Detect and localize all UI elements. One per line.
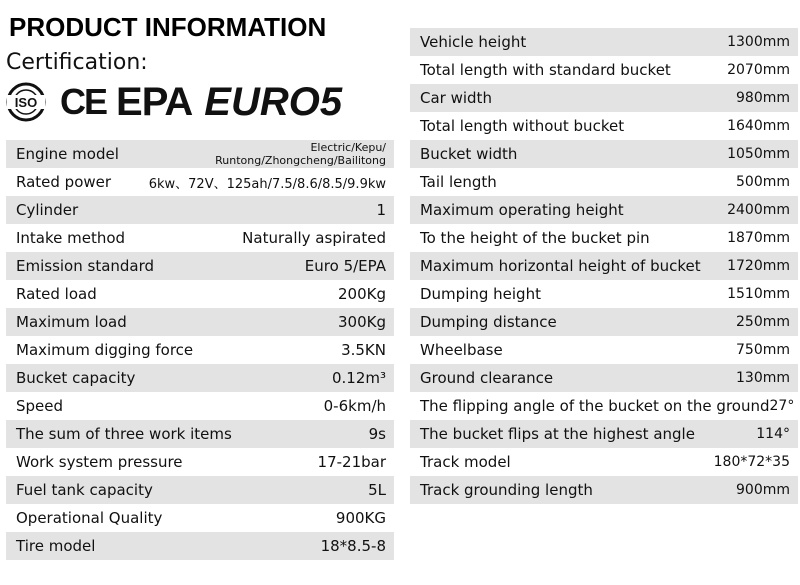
- spec-value: 17-21bar: [317, 453, 386, 471]
- spec-row: [6, 140, 394, 168]
- spec-label: Maximum load: [16, 313, 127, 331]
- spec-label: To the height of the bucket pin: [420, 229, 650, 247]
- spec-label: Fuel tank capacity: [16, 481, 153, 499]
- spec-value: 900mm: [736, 482, 790, 498]
- spec-label: Intake method: [16, 229, 126, 247]
- spec-row: [410, 420, 798, 448]
- spec-label: Maximum digging force: [16, 341, 194, 359]
- spec-row: [6, 336, 394, 364]
- spec-value: 1300mm: [727, 34, 790, 50]
- spec-value: 300Kg: [338, 313, 386, 331]
- spec-value: Naturally aspirated: [242, 229, 386, 247]
- spec-label: Bucket width: [420, 145, 518, 163]
- spec-row: [410, 280, 798, 308]
- spec-row: [6, 252, 394, 280]
- spec-row: [6, 504, 394, 532]
- spec-label: Maximum horizontal height of bucket: [420, 257, 701, 275]
- iso-logo-icon: [6, 82, 46, 122]
- spec-row: [6, 196, 394, 224]
- spec-row: [410, 84, 798, 112]
- spec-label: Work system pressure: [16, 453, 183, 471]
- spec-row: [6, 308, 394, 336]
- spec-value: 1510mm: [727, 286, 790, 302]
- spec-row: [6, 224, 394, 252]
- spec-label: Operational Quality: [16, 509, 163, 527]
- spec-label: Total length with standard bucket: [420, 61, 671, 79]
- spec-value: 5L: [368, 481, 386, 499]
- spec-row: [410, 252, 798, 280]
- spec-row: [6, 448, 394, 476]
- spec-value: Electric/Kepu/ Runtong/Zhongcheng/Bailitong: [215, 141, 386, 167]
- spec-label: Wheelbase: [420, 341, 503, 359]
- spec-row: [6, 280, 394, 308]
- spec-row: [410, 140, 798, 168]
- euro5-mark: EURO5: [204, 80, 343, 124]
- spec-value: 0.12m³: [331, 369, 386, 387]
- spec-value: 2070mm: [727, 62, 790, 78]
- spec-value: 500mm: [736, 174, 790, 190]
- spec-value: 6kw、72V、125ah/7.5/8.6/8.5/9.9kw: [148, 176, 386, 192]
- spec-row: [410, 196, 798, 224]
- spec-value: 2400mm: [727, 202, 790, 218]
- spec-row: [6, 420, 394, 448]
- spec-row: [6, 392, 394, 420]
- right-spec-table: [410, 28, 798, 504]
- spec-label: Tire model: [16, 537, 96, 555]
- spec-row: [6, 168, 394, 196]
- spec-row: [410, 168, 798, 196]
- spec-row: [410, 224, 798, 252]
- spec-value: 1640mm: [727, 118, 790, 134]
- spec-value: 114°: [756, 426, 790, 442]
- spec-row: [410, 392, 798, 420]
- spec-label: Ground clearance: [420, 369, 554, 387]
- spec-label: Engine model: [16, 145, 119, 163]
- spec-row: [410, 28, 798, 56]
- spec-row: [410, 56, 798, 84]
- spec-label: The bucket flips at the highest angle: [420, 425, 695, 443]
- spec-value: 9s: [368, 425, 386, 443]
- spec-value: 1870mm: [727, 230, 790, 246]
- spec-value: 750mm: [736, 342, 790, 358]
- spec-label: Speed: [16, 397, 64, 415]
- iso-text: ISO: [14, 95, 38, 110]
- spec-value: 1720mm: [727, 258, 790, 274]
- spec-label: Vehicle height: [420, 33, 527, 51]
- spec-value: 200Kg: [338, 285, 386, 303]
- spec-row: [6, 532, 394, 560]
- spec-value: 1: [376, 201, 386, 219]
- spec-label: Tail length: [420, 173, 497, 191]
- spec-label: Dumping height: [420, 285, 541, 303]
- certification-label: Certification:: [6, 50, 148, 75]
- spec-row: [6, 364, 394, 392]
- spec-row: [6, 476, 394, 504]
- spec-value: 250mm: [736, 314, 790, 330]
- spec-row: [410, 476, 798, 504]
- spec-value: 18*8.5-8: [320, 537, 386, 555]
- spec-label: Dumping distance: [420, 313, 557, 331]
- spec-value: 180*72*35: [713, 454, 790, 470]
- spec-value: 27°: [769, 398, 795, 414]
- ce-mark: CE: [60, 81, 107, 122]
- spec-value: 130mm: [736, 370, 790, 386]
- spec-label: Car width: [420, 89, 492, 107]
- spec-label: The flipping angle of the bucket on the ground: [420, 397, 770, 415]
- spec-row: [410, 448, 798, 476]
- spec-value: 980mm: [736, 90, 790, 106]
- spec-label: Total length without bucket: [420, 117, 625, 135]
- spec-label: Track grounding length: [420, 481, 593, 499]
- spec-value: 3.5KN: [341, 341, 386, 359]
- page-title: PRODUCT INFORMATION: [9, 12, 327, 42]
- spec-value: 1050mm: [727, 146, 790, 162]
- spec-row: [410, 364, 798, 392]
- spec-label: Track model: [420, 453, 511, 471]
- spec-label: Bucket capacity: [16, 369, 136, 387]
- epa-mark: EPA: [116, 80, 193, 124]
- spec-label: Cylinder: [16, 201, 79, 219]
- spec-row: [410, 112, 798, 140]
- spec-label: Rated load: [16, 285, 97, 303]
- spec-value: 0-6km/h: [323, 397, 386, 415]
- spec-row: [410, 336, 798, 364]
- spec-label: The sum of three work items: [16, 425, 232, 443]
- certification-logos: [6, 82, 406, 122]
- left-spec-table: [6, 140, 394, 560]
- spec-row: [410, 308, 798, 336]
- spec-label: Maximum operating height: [420, 201, 624, 219]
- spec-value: Euro 5/EPA: [304, 257, 386, 275]
- spec-label: Emission standard: [16, 257, 155, 275]
- spec-label: Rated power: [16, 173, 112, 191]
- spec-value: 900KG: [335, 509, 386, 527]
